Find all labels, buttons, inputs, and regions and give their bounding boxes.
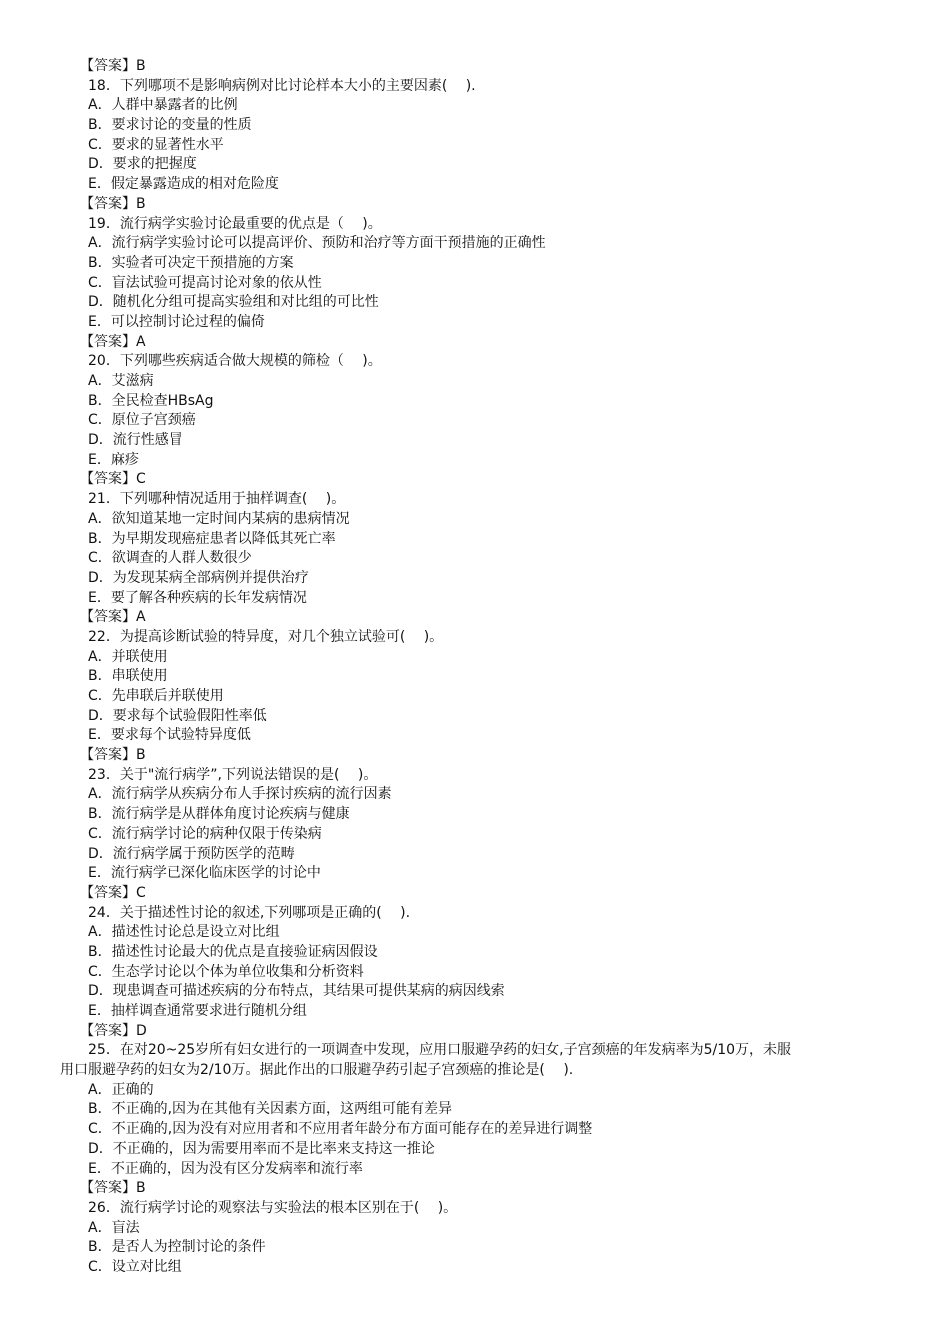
option-line: D．现患调查可描述疾病的分布特点，其结果可提供某病的病因线索: [88, 983, 505, 1000]
option-line: D．随机化分组可提高实验组和对比组的可比性: [88, 294, 379, 311]
option-line: B．流行病学是从群体角度讨论疾病与健康: [88, 806, 350, 823]
question-line: 23．关于"流行病学”,下列说法错误的是( )。: [88, 766, 378, 783]
option-line: D．流行病学属于预防医学的范畴: [88, 845, 295, 862]
question-line: 24．关于描述性讨论的叙述,下列哪项是正确的( ).: [88, 904, 411, 921]
option-line: D．要求的把握度: [88, 156, 197, 173]
option-line: B．为早期发现癌症患者以降低其死亡率: [88, 530, 336, 547]
option-line: D．流行性感冒: [88, 432, 183, 449]
document-body: [0, 57, 950, 1278]
option-line: B．实验者可决定干预措施的方案: [88, 254, 294, 271]
option-line: B．是否人为控制讨论的条件: [88, 1239, 266, 1256]
answer-line: 【答案】B: [80, 58, 146, 74]
question-line: 20．下列哪些疾病适合做大规模的筛检（ )。: [88, 353, 382, 370]
option-line: C．先串联后并联使用: [88, 688, 224, 704]
option-line: C．流行病学讨论的病种仅限于传染病: [88, 825, 322, 842]
question-line: 21．下列哪种情况适用于抽样调查( )。: [88, 491, 346, 508]
option-line: C．设立对比组: [88, 1258, 182, 1275]
option-line: E．要求每个试验特异度低: [88, 727, 251, 744]
option-line: B．串联使用: [88, 668, 168, 685]
answer-line: 【答案】C: [80, 471, 146, 488]
option-line: E．流行病学已深化临床医学的讨论中: [88, 865, 321, 882]
option-line: C．盲法试验可提高讨论对象的依从性: [88, 274, 322, 291]
option-line: A．艾滋病: [88, 373, 154, 389]
option-line: A．盲法: [88, 1219, 140, 1236]
option-line: C．生态学讨论以个体为单位收集和分析资料: [88, 963, 364, 980]
question-line-continued: 用口服避孕药的妇女为2/10万。据此作出的口服避孕药引起子宫颈癌的推论是( ).: [60, 1062, 574, 1079]
question-line: 18．下列哪项不是影响病例对比讨论样本大小的主要因素( ).: [88, 77, 476, 94]
answer-line: 【答案】A: [80, 333, 146, 350]
option-line: E．抽样调查通常要求进行随机分组: [88, 1003, 307, 1019]
option-line: A．描述性讨论总是设立对比组: [88, 924, 280, 941]
option-line: C．欲调查的人群人数很少: [88, 550, 252, 567]
option-line: B．要求讨论的变量的性质: [88, 117, 252, 134]
option-line: E．麻疹: [88, 451, 139, 468]
option-line: B．不正确的,因为在其他有关因素方面，这两组可能有差异: [88, 1101, 453, 1118]
option-line: C．要求的显著性水平: [88, 136, 224, 153]
option-line: A．流行病学实验讨论可以提高评价、预防和治疗等方面干预措施的正确性: [88, 235, 546, 252]
option-line: A．流行病学从疾病分布人手探讨疾病的流行因素: [88, 786, 392, 803]
option-line: D．要求每个试验假阳性率低: [88, 707, 267, 724]
option-line: E．要了解各种疾病的长年发病情况: [88, 589, 307, 606]
option-line: E．可以控制讨论过程的偏倚: [88, 313, 265, 330]
answer-line: 【答案】B: [80, 195, 146, 212]
answer-line: 【答案】B: [80, 1180, 146, 1197]
question-line: 19．流行病学实验讨论最重要的优点是（ )。: [88, 215, 382, 232]
question-line: 25．在对20~25岁所有妇女进行的一项调查中发现，应用口服避孕药的妇女,子宫颈癌的年发病率为5/10万，未服: [88, 1042, 792, 1059]
answer-line: 【答案】D: [80, 1022, 147, 1039]
answer-line: 【答案】B: [80, 747, 146, 764]
question-line: 26．流行病学讨论的观察法与实验法的根本区别在于( )。: [88, 1199, 458, 1216]
option-line: A．人群中暴露者的比例: [88, 97, 238, 114]
option-line: A．并联使用: [88, 648, 168, 665]
option-line: A．正确的: [88, 1081, 154, 1098]
option-line: E．不正确的，因为没有区分发病率和流行率: [88, 1160, 363, 1177]
answer-line: 【答案】A: [80, 609, 146, 626]
option-line: E．假定暴露造成的相对危险度: [88, 176, 279, 193]
option-line: B．描述性讨论最大的优点是直接验证病因假设: [88, 943, 378, 960]
answer-line: 【答案】C: [80, 884, 146, 901]
option-line: A．欲知道某地一定时间内某病的患病情况: [88, 510, 350, 527]
question-line: 22．为提高诊断试验的特异度，对几个独立试验可( )。: [88, 628, 444, 645]
option-line: B．全民检查HBsAg: [88, 392, 214, 409]
option-line: C．不正确的,因为没有对应用者和不应用者年龄分布方面可能存在的差异进行调整: [88, 1121, 593, 1138]
option-line: C．原位子宫颈癌: [88, 412, 196, 429]
option-line: D．不正确的，因为需要用率而不是比率来支持这一推论: [88, 1140, 435, 1157]
option-line: D．为发现某病全部病例并提供治疗: [88, 569, 309, 586]
